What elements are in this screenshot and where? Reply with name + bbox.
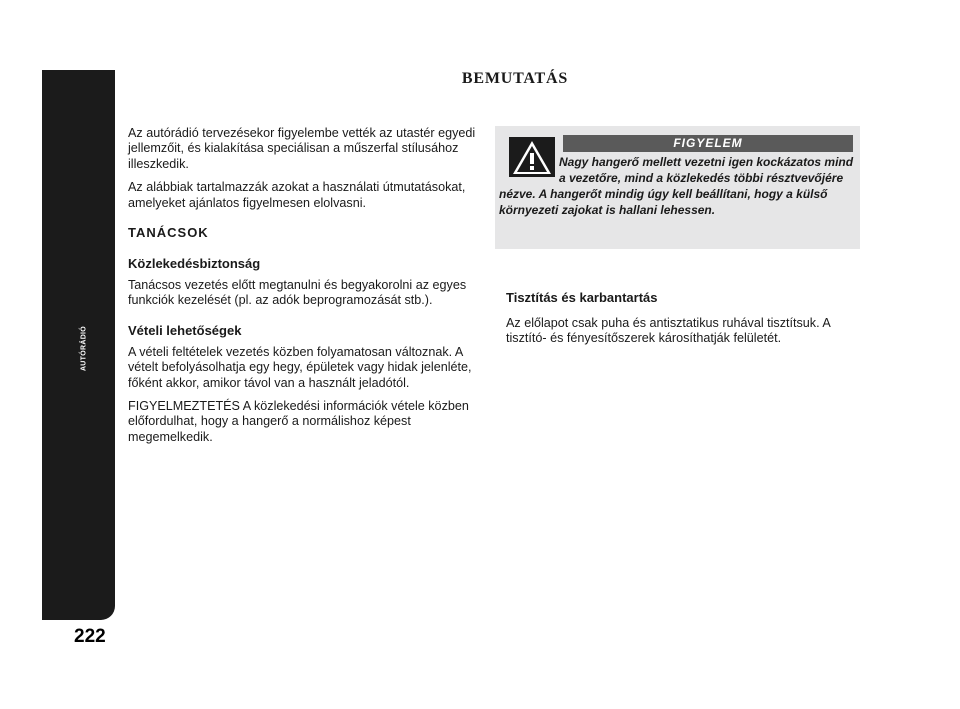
page-number: 222 [74,626,106,647]
chapter-side-label: AUTÓRÁDIÓ [80,325,88,372]
note-text: FIGYELMEZTETÉS A közlekedési információk vétele közben előfordulhat, hogy a hangerő a normálishoz képest megemelkedik. [128,399,469,444]
intro-paragraph-2: Az alábbiak tartalmazzák azokat a használati útmutatásokat, amelyeket ajánlatos figyelmesen elolvasni. [128,180,466,210]
reception-text: A vételi feltételek vezetés közben folyamatosan változnak. A vételt befolyásolhatja egy hegy, épületek vagy hidak jelenléte, főként akkor, amikor távol van a használt jeladótól. [128,344,472,390]
traffic-safety-text: Tanácsos vezetés előtt megtanulni és begyakorolni az egyes funkciók kezelését (pl. az adók beprogramozását stb.). [128,278,467,308]
intro-paragraph-1: Az autórádió tervezésekor figyelembe vették az utastér egyedi jellemzőit, és kialakítása speciálisan a műszerfal stílusához illeszkedik. [128,126,476,171]
tips-heading: TANÁCSOK [128,225,209,241]
section-title: BEMUTATÁS [461,70,569,87]
chapter-side-tab [42,70,115,620]
right-column [506,290,866,355]
warning-header: FIGYELEM [563,135,853,152]
warning-box [495,126,860,249]
cleaning-text: Az előlapot csak puha és antisztatikus ruhával tisztítsuk. A tisztító- és fényesítőszerek károsíthatják felületét. [506,316,831,346]
warning-text-content: Nagy hangerő mellett vezetni igen kockázatos mind a vezetőre, mind a közlekedés többi résztvevőjére nézve. A hangerőt mindig úgy kell beállítani, hogy a külső környezeti zajokat is hallani lehessen. [499,155,854,217]
reception-heading: Vételi lehetőségek [128,322,242,338]
traffic-safety-heading: Közlekedésbiztonság [128,256,261,272]
left-column [128,126,488,453]
cleaning-heading: Tisztítás és karbantartás [506,290,658,305]
warning-text [499,154,855,218]
